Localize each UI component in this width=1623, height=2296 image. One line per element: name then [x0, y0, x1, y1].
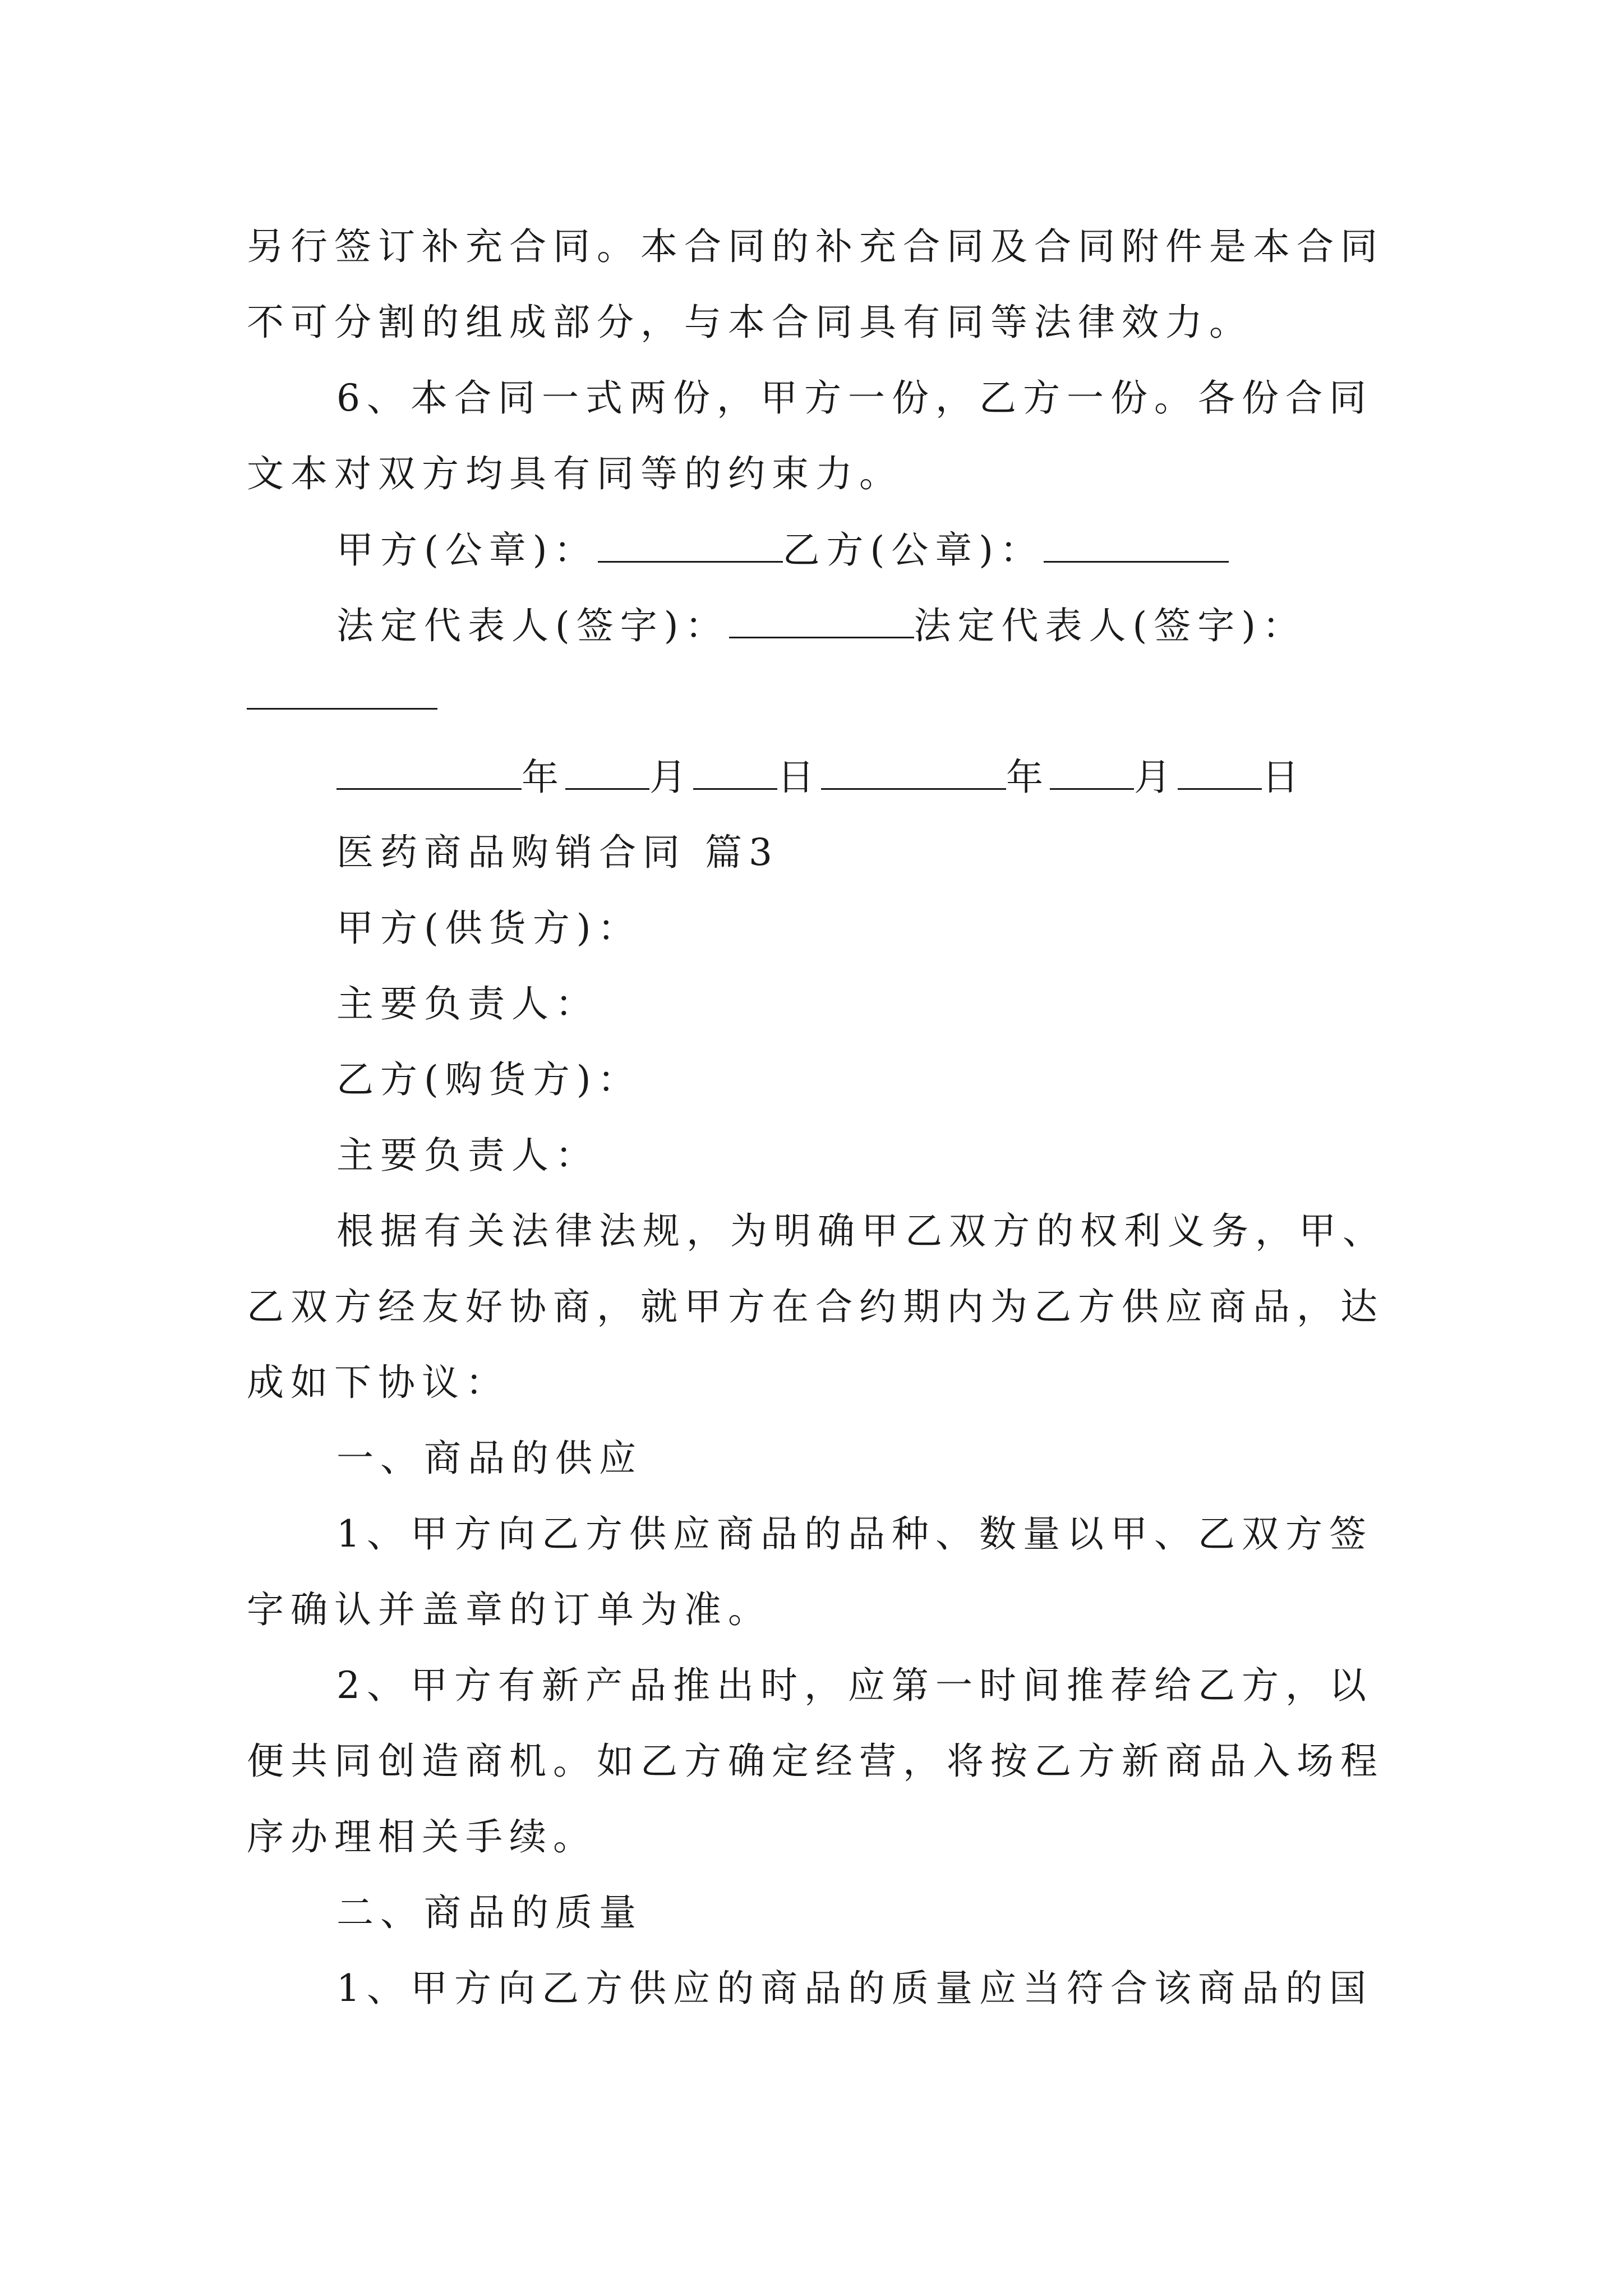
party-b-head-label: 主要负责人： — [336, 1134, 599, 1177]
year-label: 年 — [1006, 756, 1050, 799]
clause-heading: 二、商品的质量 — [336, 1891, 643, 1934]
rep-a-label: 法定代表人(签字)： — [336, 604, 729, 647]
rep-a-blank — [729, 603, 914, 638]
paragraph-line: 另行签订补充合同。本合同的补充合同及合同附件是本合同 — [247, 225, 1384, 268]
body-line: 2、甲方有新产品推出时，应第一时间推荐给乙方，以 — [336, 1664, 1373, 1707]
year-blank-a — [336, 754, 522, 790]
party-b-label: 乙方(购货方)： — [336, 1058, 642, 1101]
paragraph-line: 不可分割的组成部分，与本合同具有同等法律效力。 — [247, 301, 1253, 344]
body-line: 序办理相关手续。 — [247, 1815, 597, 1858]
body-line: 字确认并盖章的订单为准。 — [247, 1588, 772, 1631]
party-b-seal-blank — [1044, 527, 1229, 563]
month-label: 月 — [649, 756, 693, 799]
body-line: 成如下协议： — [247, 1361, 509, 1404]
year-blank-b — [821, 754, 1006, 790]
body-line: 1、甲方向乙方供应的商品的质量应当符合该商品的国 — [336, 1967, 1373, 2010]
month-label: 月 — [1134, 756, 1178, 799]
body-line: 便共同创造商机。如乙方确定经营，将按乙方新商品入场程 — [247, 1740, 1384, 1783]
day-label: 日 — [777, 756, 821, 799]
party-a-label: 甲方(供货方)： — [336, 907, 642, 950]
body-line: 1、甲方向乙方供应商品的品种、数量以甲、乙双方签 — [336, 1512, 1373, 1556]
seal-line — [336, 527, 1486, 572]
body-line: 根据有关法律法规，为明确甲乙双方的权利义务，甲、 — [336, 1209, 1386, 1253]
party-a-seal-label: 甲方(公章)： — [336, 528, 598, 572]
date-line — [336, 754, 1486, 799]
section-title: 医药商品购销合同 篇3 — [336, 831, 779, 874]
clause-heading: 一、商品的供应 — [336, 1437, 643, 1480]
party-b-seal-label: 乙方(公章)： — [782, 528, 1044, 572]
representative-line — [336, 603, 1486, 648]
rep-b-blank — [247, 708, 437, 710]
year-label: 年 — [522, 756, 565, 799]
party-a-head-label: 主要负责人： — [336, 982, 599, 1025]
day-blank-b — [1178, 754, 1262, 790]
paragraph-line: 文本对双方均具有同等的约束力。 — [247, 452, 903, 495]
day-label: 日 — [1262, 756, 1306, 799]
rep-b-label: 法定代表人(签字)： — [914, 604, 1306, 647]
body-line: 乙双方经友好协商，就甲方在合约期内为乙方供应商品，达 — [247, 1285, 1384, 1328]
month-blank-b — [1050, 754, 1134, 790]
day-blank-a — [693, 754, 777, 790]
month-blank-a — [565, 754, 649, 790]
party-a-seal-blank — [598, 527, 783, 563]
paragraph-line: 6、本合同一式两份，甲方一份，乙方一份。各份合同 — [336, 376, 1373, 420]
